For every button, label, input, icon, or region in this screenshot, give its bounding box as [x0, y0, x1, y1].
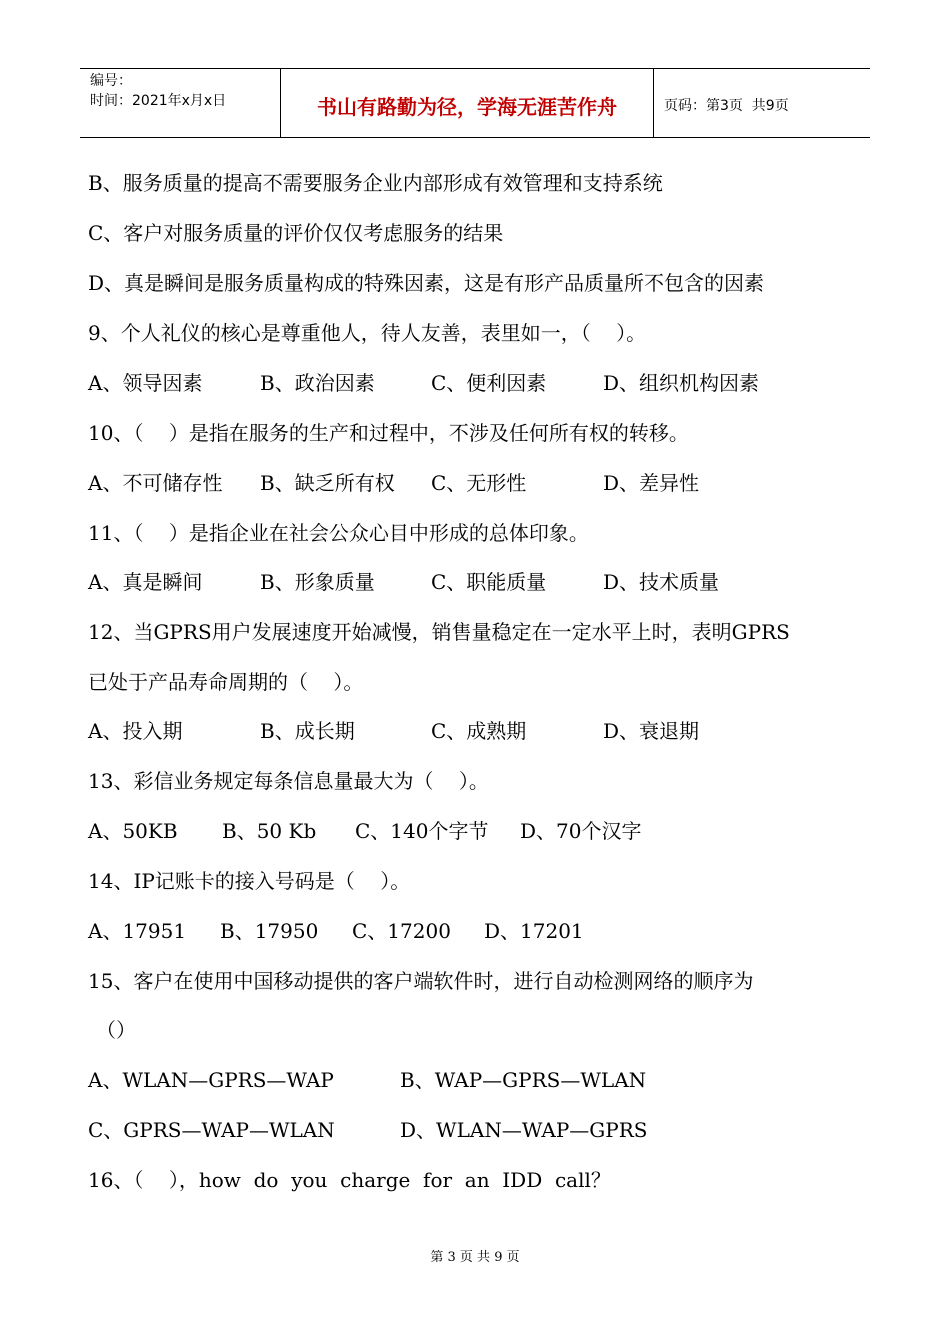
question-10: 10、（ ）是指在服务的生产和过程中，不涉及任何所有权的转移。 [88, 421, 689, 445]
page-footer: 第 3 页 共 9 页 [430, 1250, 520, 1265]
q9-option-c: C、便利因素 [431, 371, 547, 395]
question-14: 14、IP记账卡的接入号码是（ ）。 [88, 869, 411, 893]
q15-option-c: C、GPRS—WAP—WLAN [88, 1118, 335, 1142]
question-15-line-2: （） [96, 1018, 136, 1042]
q13-option-d: D、70个汉字 [520, 819, 642, 843]
q12-option-c: C、成熟期 [431, 719, 527, 743]
q13-option-b: B、50 Kb [222, 819, 317, 843]
q14-option-c: C、17200 [352, 919, 451, 943]
option-line-8b: B、服务质量的提高不需要服务企业内部形成有效管理和支持系统 [88, 171, 663, 195]
q13-option-a: A、50KB [88, 819, 178, 843]
q9-option-b: B、政治因素 [260, 371, 375, 395]
q13-option-c: C、140个字节 [355, 819, 489, 843]
q14-option-b: B、17950 [220, 919, 319, 943]
q11-option-c: C、职能质量 [431, 570, 547, 594]
q9-option-a: A、领导因素 [88, 371, 203, 395]
question-12-line-1: 12、当GPRS用户发展速度开始减慢，销售量稳定在一定水平上时，表明GPRS [88, 620, 790, 644]
q11-option-a: A、真是瞬间 [88, 570, 203, 594]
q11-option-b: B、形象质量 [260, 570, 375, 594]
q10-option-a: A、不可储存性 [88, 471, 223, 495]
question-15-line-1: 15、客户在使用中国移动提供的客户端软件时，进行自动检测网络的顺序为 [88, 969, 754, 993]
q10-option-c: C、无形性 [431, 471, 527, 495]
q14-option-a: A、17951 [88, 919, 187, 943]
document-number-label: 编号： [90, 73, 132, 89]
question-9: 9、个人礼仪的核心是尊重他人，待人友善，表里如一，（ ）。 [88, 321, 647, 345]
header-page-info: 页码：第3页 共9页 [664, 98, 789, 114]
q15-option-d: D、WLAN—WAP—GPRS [400, 1118, 648, 1142]
question-11: 11、（ ）是指企业在社会公众心目中形成的总体印象。 [88, 521, 589, 545]
option-line-8c: C、客户对服务质量的评价仅仅考虑服务的结果 [88, 221, 504, 245]
q10-option-d: D、差异性 [603, 471, 700, 495]
q14-option-d: D、17201 [484, 919, 584, 943]
page-header [80, 68, 870, 138]
option-line-8d: D、真是瞬间是服务质量构成的特殊因素，这是有形产品质量所不包含的因素 [88, 271, 765, 295]
q15-option-b: B、WAP—GPRS—WLAN [400, 1068, 647, 1092]
q10-option-b: B、缺乏所有权 [260, 471, 395, 495]
question-13: 13、彩信业务规定每条信息量最大为（ ）。 [88, 769, 489, 793]
q12-option-d: D、衰退期 [603, 719, 700, 743]
q15-option-a: A、WLAN—GPRS—WAP [88, 1068, 334, 1092]
question-16: 16、（ ），how do you charge for an IDD call？ [88, 1168, 611, 1192]
q11-option-d: D、技术质量 [603, 570, 720, 594]
header-motto: 书山有路勤为径，学海无涯苦作舟 [281, 69, 654, 137]
q9-option-d: D、组织机构因素 [603, 371, 760, 395]
document-time-label: 时间：2021年x月x日 [90, 93, 227, 109]
question-12-line-2: 已处于产品寿命周期的（ ）。 [88, 670, 364, 694]
header-left-cell [80, 69, 281, 137]
q12-option-a: A、投入期 [88, 719, 183, 743]
q12-option-b: B、成长期 [260, 719, 355, 743]
